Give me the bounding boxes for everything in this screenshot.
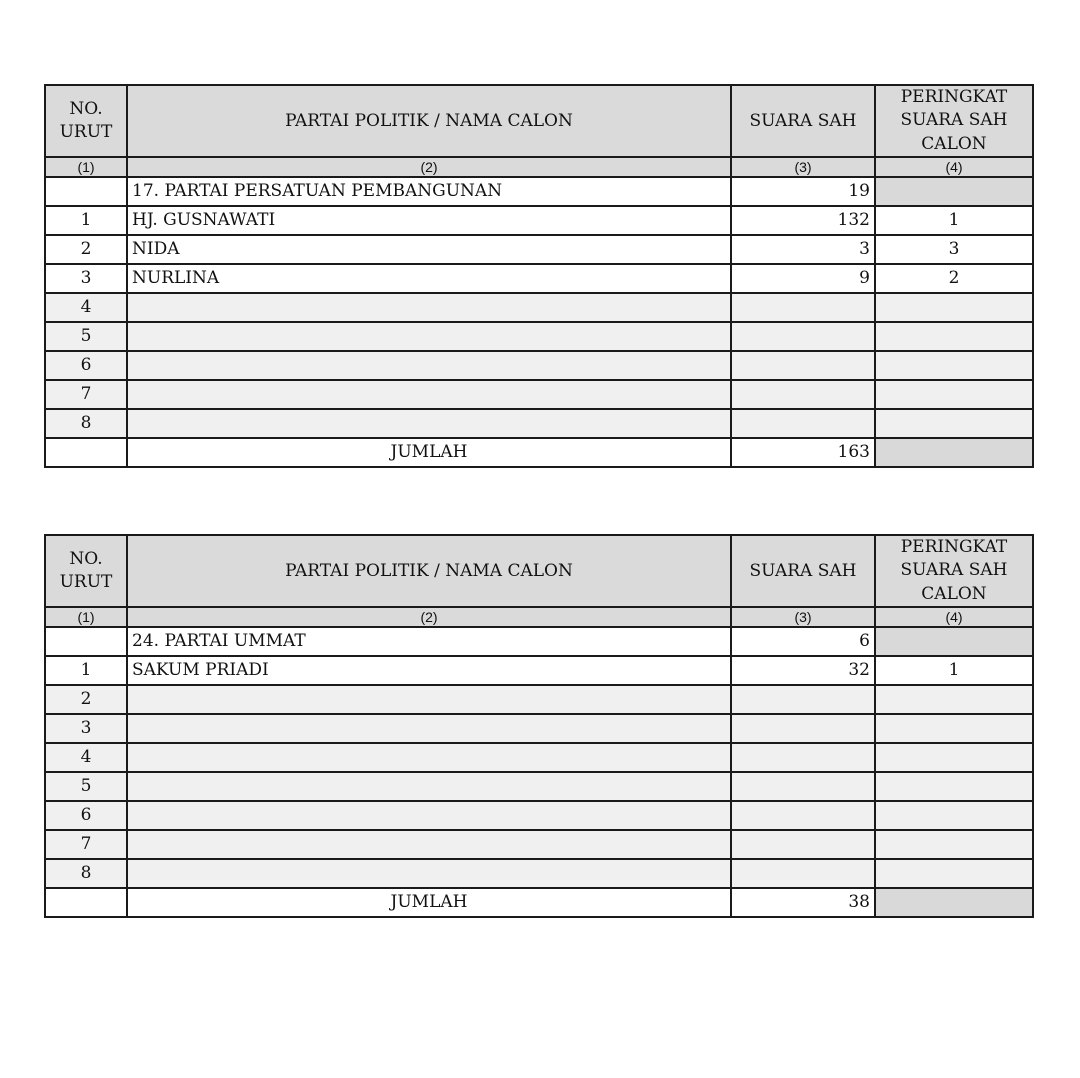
header-peringkat: PERINGKAT SUARA SAH CALON: [875, 535, 1033, 607]
candidate-votes: [731, 293, 875, 322]
candidate-no: 8: [45, 409, 127, 438]
table-row: [45, 743, 1033, 772]
table-row: [45, 380, 1033, 409]
total-label: JUMLAH: [127, 438, 731, 467]
total-no: [45, 438, 127, 467]
party-no: [45, 627, 127, 656]
candidate-votes: [731, 714, 875, 743]
header-no-urut: NO. URUT: [45, 85, 127, 157]
vote-table-2: [44, 534, 1034, 918]
total-rank: [875, 888, 1033, 917]
table-row: [45, 685, 1033, 714]
candidate-no: 4: [45, 293, 127, 322]
candidate-name: [127, 685, 731, 714]
total-no: [45, 888, 127, 917]
candidate-no: 7: [45, 830, 127, 859]
total-label: JUMLAH: [127, 888, 731, 917]
header-row: [45, 85, 1033, 157]
party-no: [45, 177, 127, 206]
column-number-row: [45, 157, 1033, 177]
table-row: [45, 293, 1033, 322]
party-votes: 6: [731, 627, 875, 656]
table-row: [45, 322, 1033, 351]
candidate-votes: 3: [731, 235, 875, 264]
table-row: [45, 264, 1033, 293]
party-row: [45, 627, 1033, 656]
party-rank: [875, 627, 1033, 656]
candidate-votes: [731, 322, 875, 351]
column-number-row: [45, 607, 1033, 627]
candidate-no: 2: [45, 685, 127, 714]
header-partai: PARTAI POLITIK / NAMA CALON: [127, 535, 731, 607]
candidate-votes: 9: [731, 264, 875, 293]
vote-table-1: [44, 84, 1034, 468]
candidate-rank: 3: [875, 235, 1033, 264]
candidate-votes: [731, 380, 875, 409]
candidate-rank: [875, 409, 1033, 438]
candidate-rank: [875, 685, 1033, 714]
candidate-votes: 132: [731, 206, 875, 235]
table-row: [45, 859, 1033, 888]
total-row: [45, 438, 1033, 467]
candidate-rank: [875, 859, 1033, 888]
candidate-rank: [875, 322, 1033, 351]
col-number-4: (4): [875, 607, 1033, 627]
candidate-votes: [731, 743, 875, 772]
table-row: [45, 235, 1033, 264]
candidate-rank: 1: [875, 206, 1033, 235]
candidate-rank: 1: [875, 656, 1033, 685]
header-suara-sah: SUARA SAH: [731, 535, 875, 607]
col-number-3: (3): [731, 157, 875, 177]
party-name: 24. PARTAI UMMAT: [127, 627, 731, 656]
candidate-no: 8: [45, 859, 127, 888]
candidate-votes: [731, 772, 875, 801]
candidate-name: [127, 772, 731, 801]
candidate-rank: [875, 714, 1033, 743]
candidate-name: [127, 380, 731, 409]
candidate-no: 5: [45, 772, 127, 801]
header-peringkat: PERINGKAT SUARA SAH CALON: [875, 85, 1033, 157]
col-number-2: (2): [127, 157, 731, 177]
candidate-rank: [875, 351, 1033, 380]
candidate-name: [127, 830, 731, 859]
table-row: [45, 772, 1033, 801]
col-number-4: (4): [875, 157, 1033, 177]
candidate-no: 1: [45, 656, 127, 685]
candidate-no: 3: [45, 714, 127, 743]
candidate-no: 6: [45, 801, 127, 830]
candidate-name: [127, 801, 731, 830]
candidate-no: 4: [45, 743, 127, 772]
candidate-rank: [875, 743, 1033, 772]
party-row: [45, 177, 1033, 206]
candidate-no: 7: [45, 380, 127, 409]
candidate-votes: [731, 351, 875, 380]
party-votes: 19: [731, 177, 875, 206]
header-suara-sah: SUARA SAH: [731, 85, 875, 157]
candidate-no: 3: [45, 264, 127, 293]
header-row: [45, 535, 1033, 607]
candidate-no: 5: [45, 322, 127, 351]
table-row: [45, 656, 1033, 685]
party-name: 17. PARTAI PERSATUAN PEMBANGUNAN: [127, 177, 731, 206]
candidate-rank: [875, 772, 1033, 801]
candidate-name: NIDA: [127, 235, 731, 264]
col-number-1: (1): [45, 157, 127, 177]
candidate-votes: [731, 409, 875, 438]
candidate-votes: [731, 830, 875, 859]
total-rank: [875, 438, 1033, 467]
candidate-name: HJ. GUSNAWATI: [127, 206, 731, 235]
total-row: [45, 888, 1033, 917]
table-row: [45, 801, 1033, 830]
table-row: [45, 830, 1033, 859]
candidate-rank: [875, 380, 1033, 409]
candidate-name: [127, 714, 731, 743]
col-number-2: (2): [127, 607, 731, 627]
table-row: [45, 409, 1033, 438]
candidate-name: [127, 409, 731, 438]
candidate-rank: 2: [875, 264, 1033, 293]
table-row: [45, 206, 1033, 235]
candidate-name: [127, 293, 731, 322]
candidate-rank: [875, 830, 1033, 859]
candidate-name: [127, 322, 731, 351]
table-row: [45, 351, 1033, 380]
candidate-no: 1: [45, 206, 127, 235]
header-partai: PARTAI POLITIK / NAMA CALON: [127, 85, 731, 157]
candidate-name: SAKUM PRIADI: [127, 656, 731, 685]
candidate-no: 2: [45, 235, 127, 264]
candidate-name: [127, 859, 731, 888]
candidate-votes: [731, 801, 875, 830]
total-votes: 38: [731, 888, 875, 917]
candidate-name: [127, 351, 731, 380]
candidate-votes: [731, 859, 875, 888]
total-votes: 163: [731, 438, 875, 467]
table-row: [45, 714, 1033, 743]
candidate-name: [127, 743, 731, 772]
candidate-no: 6: [45, 351, 127, 380]
candidate-name: NURLINA: [127, 264, 731, 293]
candidate-votes: 32: [731, 656, 875, 685]
col-number-1: (1): [45, 607, 127, 627]
candidate-votes: [731, 685, 875, 714]
party-rank: [875, 177, 1033, 206]
header-no-urut: NO. URUT: [45, 535, 127, 607]
candidate-rank: [875, 293, 1033, 322]
candidate-rank: [875, 801, 1033, 830]
col-number-3: (3): [731, 607, 875, 627]
